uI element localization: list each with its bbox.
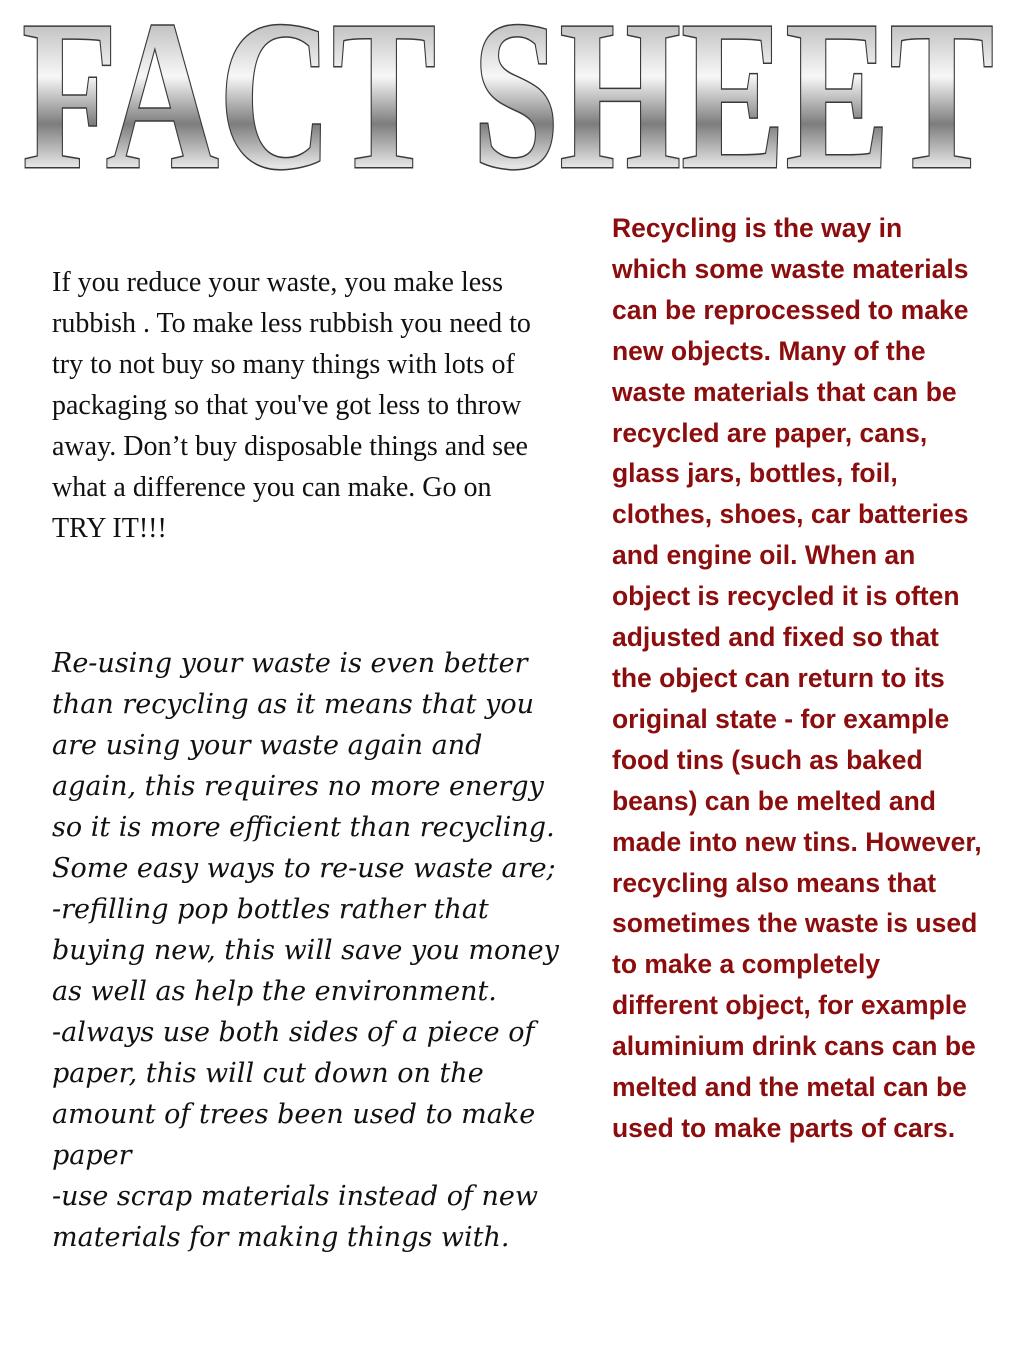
fact-sheet-title-text: FACT SHEET: [22, 0, 994, 190]
reuse-section: [52, 643, 572, 1258]
reuse-tip: -refilling pop bottles rather that buying new, this will save you money as well as help the environment.: [52, 894, 559, 1007]
reuse-intro: Re-using your waste is even better than recycling as it means that you are using your waste again and again, this requires no more energy so it is more efficient than recycling. Some easy ways to re-use waste are;: [52, 648, 556, 884]
reuse-tip: -use scrap materials instead of new materials for making things with.: [52, 1181, 538, 1253]
fact-sheet-title: [0, 0, 1024, 190]
fact-sheet-title-graphic: [0, 0, 1024, 190]
recycling-paragraph: Recycling is the way in which some waste materials can be reprocessed to make new objects. Many of the waste materials that can be recycled are paper, cans, glass jars, bottles, foil, clothes, shoes, car batteries and engine oil. When an object is recycled it is often adjusted and fixed so that the object can return to its original state - for example food tins (such as baked beans) can be melted and made into new tins. However, recycling also means that sometimes the waste is used to make a completely different object, for example aluminium drink cans can be melted and the metal can be used to make parts of cars.: [612, 213, 982, 1143]
reuse-tip: -always use both sides of a piece of paper, this will cut down on the amount of trees been used to make paper: [52, 1017, 536, 1171]
reduce-paragraph: If you reduce your waste, you make less rubbish . To make less rubbish you need to try to not buy so many things with lots of packaging so that you've got less to throw away. Don’t buy disposable things and see what a difference you can make. Go on TRY IT!!!: [52, 267, 531, 544]
